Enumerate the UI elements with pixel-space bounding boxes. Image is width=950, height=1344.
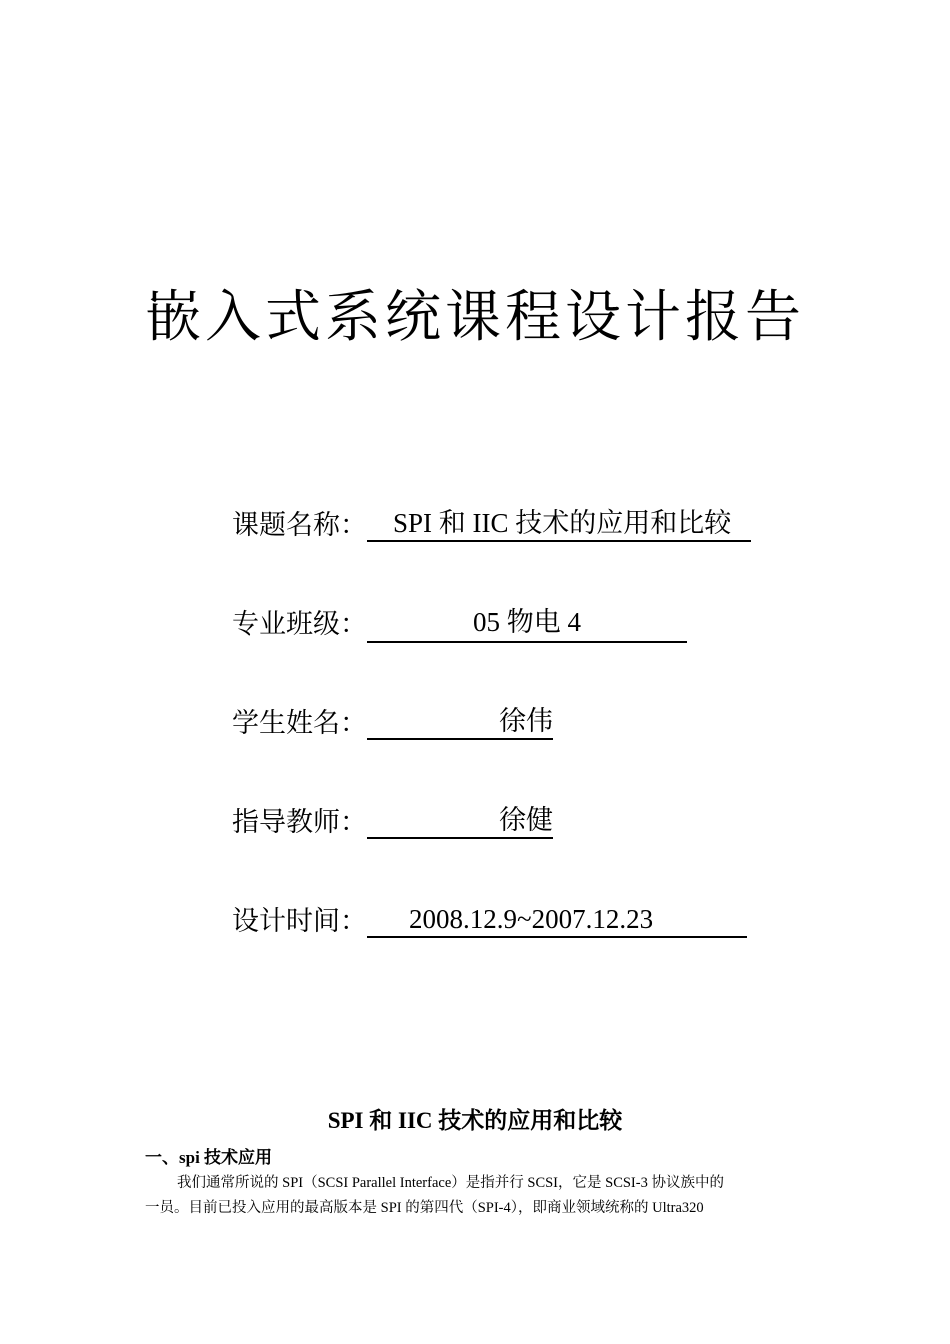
- student-value: [367, 704, 553, 740]
- class-label: 专业班级：: [232, 609, 367, 640]
- paragraph-line-2: 一员。目前已投入应用的最高版本是 SPI 的第四代（SPI-4），即商业领域统称的 Ultra320: [145, 1200, 704, 1216]
- cover-title: 嵌入式系统课程设计报告: [145, 285, 805, 350]
- topic-value-text: SPI 和 IIC 技术的应用和比较: [393, 508, 732, 538]
- topic-label: 课题名称：: [232, 510, 367, 541]
- paragraph-line-1: 我们通常所说的 SPI（SCSI Parallel Interface）是指并行 SCSI，它是 SCSI-3 协议族中的: [177, 1175, 724, 1191]
- teacher-label: 指导教师：: [232, 807, 367, 838]
- student-value-text: 徐伟: [499, 706, 553, 736]
- time-value-text: 2008.12.9~2007.12.23: [409, 904, 654, 934]
- class-value-text: 05 物电 4: [473, 607, 581, 637]
- section-title: SPI 和 IIC 技术的应用和比较: [327, 1108, 623, 1133]
- info-row-time: [232, 902, 747, 942]
- student-label: 学生姓名：: [232, 708, 367, 739]
- info-row-topic: [232, 506, 751, 546]
- subheading-spi: 一、spi 技术应用: [145, 1148, 273, 1167]
- teacher-value: [367, 803, 553, 839]
- class-value: [367, 605, 687, 643]
- info-row-student: [232, 704, 553, 744]
- time-value: [367, 902, 747, 938]
- info-row-class: [232, 605, 687, 645]
- info-row-teacher: [232, 803, 553, 843]
- topic-value: [367, 506, 751, 542]
- time-label: 设计时间：: [232, 906, 367, 937]
- teacher-value-text: 徐健: [499, 805, 553, 835]
